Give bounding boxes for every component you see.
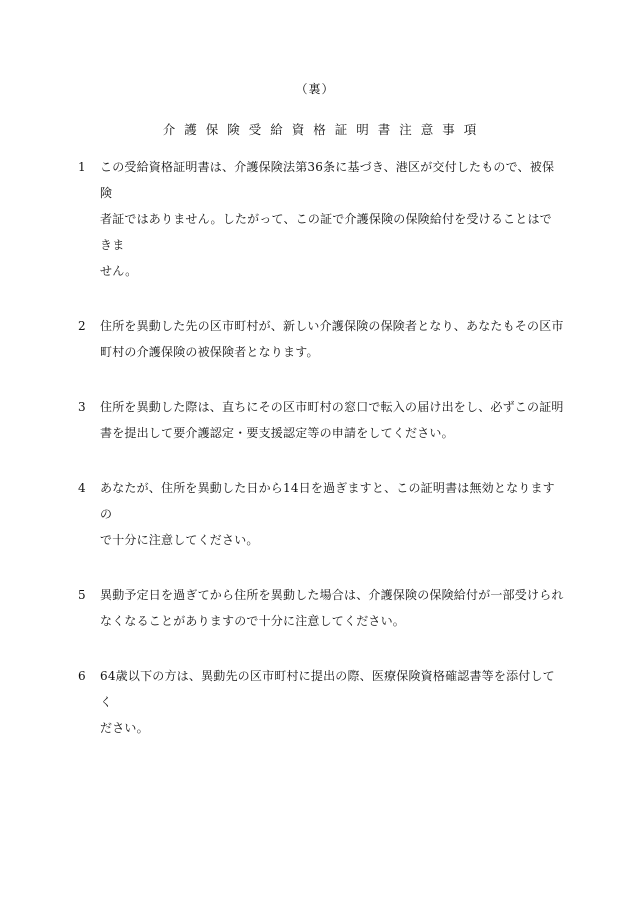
notice-number: 1	[78, 160, 86, 174]
reverse-side-label: （裏）	[295, 82, 335, 96]
notice-number: 6	[78, 669, 86, 683]
notice-item-6	[78, 663, 564, 741]
notice-line: 異動予定日を過ぎてから住所を異動した場合は、介護保険の保険給付が一部受けられ	[100, 588, 564, 602]
notice-number: 3	[78, 400, 86, 414]
notice-line: 町村の介護保険の被保険者となります。	[100, 345, 319, 359]
notice-text	[100, 313, 564, 365]
notice-text	[100, 154, 564, 284]
notice-item-2	[78, 313, 564, 365]
notice-item-5	[78, 582, 564, 634]
notice-text	[100, 582, 564, 634]
notice-text	[100, 663, 564, 741]
notice-line: この受給資格証明書は、介護保険法第36条に基づき、港区が交付したもので、被保険	[100, 160, 555, 200]
notice-line: なくなることがありますので十分に注意してください。	[100, 614, 406, 628]
notice-item-1	[78, 154, 564, 284]
notice-list	[78, 154, 564, 770]
notice-line: 書を提出して要介護認定・要支援認定等の申請をしてください。	[100, 426, 454, 440]
notice-line: 者証ではありません。したがって、この証で介護保険の保険給付を受けることはできま	[100, 212, 552, 252]
notice-line: 住所を異動した際は、直ちにその区市町村の窓口で転入の届け出をし、必ずこの証明	[100, 400, 564, 414]
notice-text	[100, 475, 564, 553]
notice-item-4	[78, 475, 564, 553]
page-title: 介護保険受給資格証明書注意事項	[162, 122, 486, 137]
notice-line: 64歳以下の方は、異動先の区市町村に提出の際、医療保険資格確認書等を添付してく	[100, 669, 555, 709]
notice-number: 5	[78, 588, 86, 602]
notice-line: あなたが、住所を異動した日から14日を過ぎますと、この証明書は無効となりますの	[100, 481, 555, 521]
notice-line: せん。	[100, 264, 138, 278]
notice-line: 住所を異動した先の区市町村が、新しい介護保険の保険者となり、あなたもその区市	[100, 319, 564, 333]
notice-item-3	[78, 394, 564, 446]
notice-number: 4	[78, 481, 86, 495]
notice-line: で十分に注意してください。	[100, 533, 259, 547]
notice-number: 2	[78, 319, 86, 333]
notice-text	[100, 394, 564, 446]
notice-line: ださい。	[100, 721, 149, 735]
